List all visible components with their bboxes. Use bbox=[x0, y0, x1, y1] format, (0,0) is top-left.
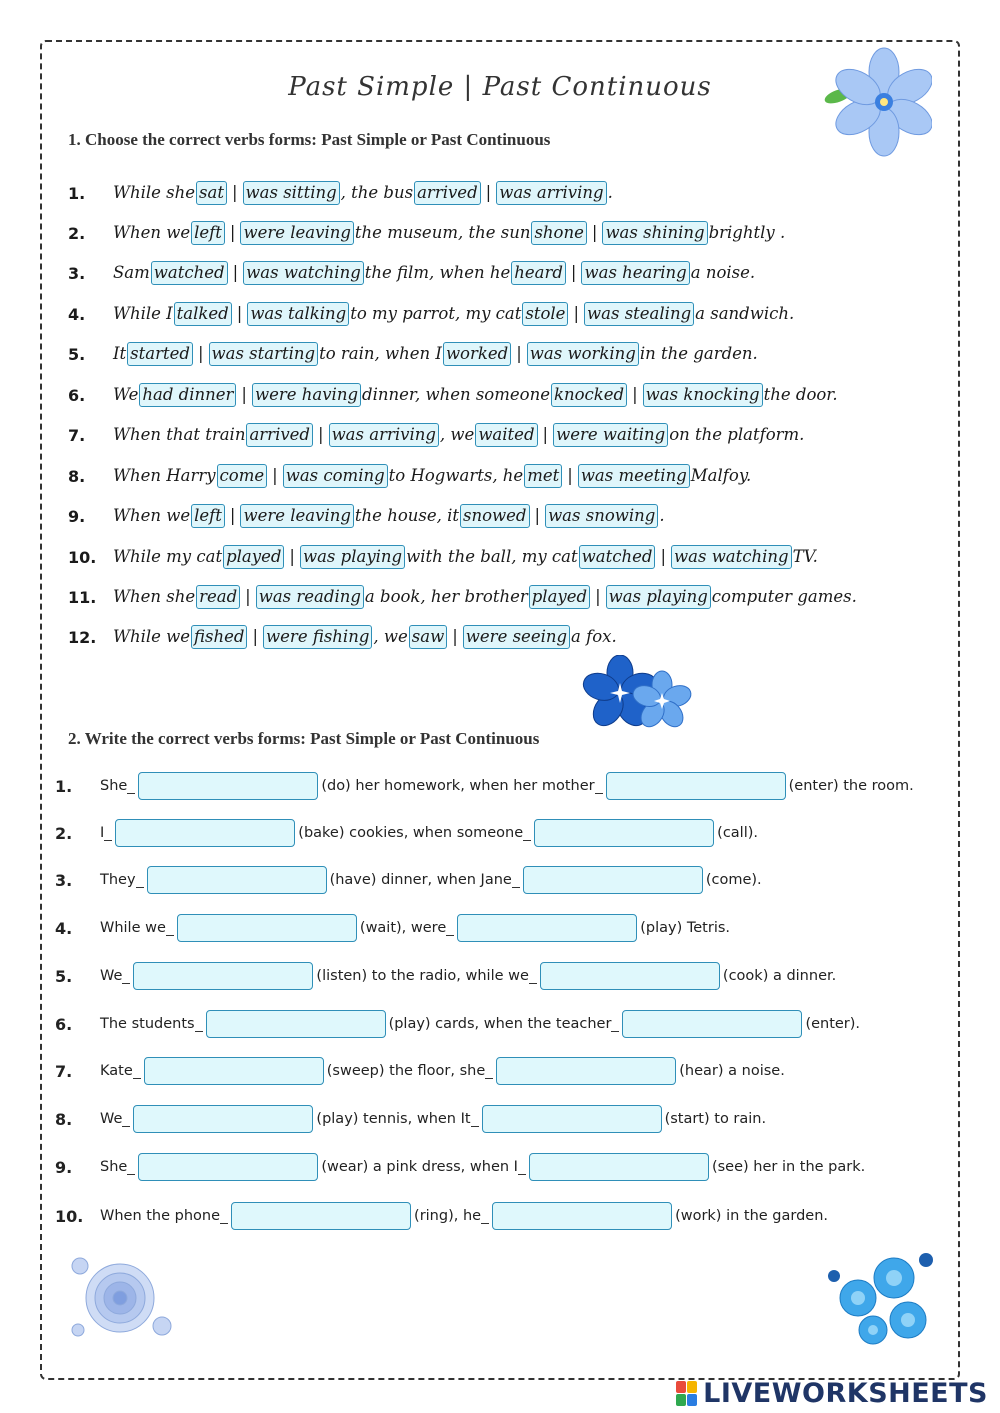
fill-in-row bbox=[55, 1006, 945, 1042]
option-past-simple[interactable]: saw bbox=[409, 625, 447, 649]
option-separator: | bbox=[534, 506, 541, 525]
sentence-text: , we bbox=[373, 627, 408, 646]
sentence-text: While she bbox=[113, 183, 196, 202]
sentence bbox=[113, 383, 838, 407]
item-number: 3. bbox=[68, 263, 86, 283]
item-number: 11. bbox=[68, 587, 97, 607]
prompt-text: (have) dinner, when Jane bbox=[329, 872, 512, 888]
blank-underline bbox=[512, 873, 520, 888]
option-past-continuous[interactable]: was meeting bbox=[578, 464, 690, 488]
choice-sentence-row bbox=[68, 461, 948, 491]
sentence bbox=[113, 504, 665, 528]
blank-underline bbox=[195, 1017, 203, 1032]
option-past-simple[interactable]: knocked bbox=[551, 383, 627, 407]
prompt-text: (play) Tetris. bbox=[640, 920, 731, 936]
answer-input-1[interactable] bbox=[133, 1105, 313, 1133]
item-number: 6. bbox=[55, 1014, 73, 1034]
sentence bbox=[113, 342, 758, 366]
sentence bbox=[113, 261, 755, 285]
section2-heading: 2. Write the correct verbs forms: Past Simple or Past Continuous bbox=[68, 729, 540, 748]
choice-sentence-row bbox=[68, 622, 948, 652]
choice-sentence-row bbox=[68, 582, 948, 612]
item-number: 10. bbox=[55, 1206, 84, 1226]
sentence-text: , the bus bbox=[340, 183, 414, 202]
sentence-text: a sandwich. bbox=[695, 304, 795, 323]
item-number: 1. bbox=[55, 776, 73, 796]
sentence-text: computer games. bbox=[711, 587, 857, 606]
sentence-text: We bbox=[113, 385, 139, 404]
item-number: 10. bbox=[68, 547, 97, 567]
sentence-text: TV. bbox=[792, 547, 818, 566]
fill-in-row bbox=[55, 1101, 945, 1137]
answer-input-1[interactable] bbox=[115, 819, 295, 847]
sentence bbox=[113, 545, 818, 569]
blank-underline bbox=[133, 1064, 141, 1079]
option-separator: | bbox=[236, 304, 243, 323]
page-title: Past Simple | Past Continuous bbox=[288, 72, 712, 102]
option-past-continuous[interactable]: was watching bbox=[671, 545, 792, 569]
choice-sentence-row bbox=[68, 339, 948, 369]
option-separator: | bbox=[229, 223, 236, 242]
option-past-simple[interactable]: played bbox=[529, 585, 590, 609]
item-number: 3. bbox=[55, 870, 73, 890]
option-past-simple[interactable]: worked bbox=[443, 342, 511, 366]
answer-input-2[interactable] bbox=[457, 914, 637, 942]
answer-input-2[interactable] bbox=[540, 962, 720, 990]
blank-underline bbox=[220, 1209, 228, 1224]
option-past-simple[interactable]: met bbox=[524, 464, 562, 488]
option-past-simple[interactable]: had dinner bbox=[139, 383, 236, 407]
fill-in-row bbox=[55, 1053, 945, 1089]
option-separator: | bbox=[197, 344, 204, 363]
choice-sentence-row bbox=[68, 380, 948, 410]
option-past-continuous[interactable]: was starting bbox=[209, 342, 319, 366]
option-separator: | bbox=[516, 344, 522, 363]
sentence-text: Malfoy. bbox=[690, 466, 752, 485]
choice-sentence-row bbox=[68, 542, 948, 572]
prompt-text: (see) her in the park. bbox=[711, 1159, 866, 1175]
sentence-text: While we bbox=[113, 627, 191, 646]
fill-in-row bbox=[55, 910, 945, 946]
sentence bbox=[113, 423, 804, 447]
option-separator: | bbox=[591, 223, 598, 242]
sentence bbox=[113, 625, 617, 649]
choice-sentence-row bbox=[68, 218, 948, 248]
sentence-text: the door. bbox=[763, 385, 838, 404]
option-past-continuous[interactable]: was playing bbox=[606, 585, 711, 609]
option-separator: | bbox=[567, 466, 573, 485]
option-separator: | bbox=[318, 425, 324, 444]
option-separator: | bbox=[229, 506, 236, 525]
option-past-continuous[interactable]: was stealing bbox=[584, 302, 694, 326]
sentence-text: to Hogwarts, he bbox=[388, 466, 524, 485]
prompt-text: (wear) a pink dress, when I bbox=[321, 1159, 518, 1175]
sentence-text: Sam bbox=[113, 263, 150, 282]
prompt-text: (call). bbox=[717, 825, 758, 841]
sentence-text: the film, when he bbox=[364, 263, 511, 282]
option-separator: | bbox=[231, 183, 238, 202]
sentence-text: a book, her brother bbox=[364, 587, 528, 606]
sentence-text: the house, it bbox=[354, 506, 460, 525]
sentence bbox=[113, 221, 785, 245]
sentence-text: a noise. bbox=[690, 263, 756, 282]
item-number: 8. bbox=[68, 466, 86, 486]
blank-underline bbox=[127, 779, 135, 794]
option-past-continuous[interactable]: were waiting bbox=[553, 423, 668, 447]
prompt-text: When the phone bbox=[100, 1208, 221, 1224]
blue-blossoms-image bbox=[580, 655, 695, 735]
option-past-continuous[interactable]: were leaving bbox=[240, 221, 353, 245]
option-past-continuous[interactable]: was shining bbox=[602, 221, 707, 245]
sentence-text: When that train bbox=[113, 425, 246, 444]
sentence-text: While my cat bbox=[113, 547, 223, 566]
prompt-text: She bbox=[100, 1159, 128, 1175]
option-past-continuous[interactable]: was coming bbox=[283, 464, 388, 488]
option-past-continuous[interactable]: were having bbox=[252, 383, 361, 407]
blank-underline bbox=[523, 826, 531, 841]
sentence-text: . bbox=[607, 183, 613, 202]
sentence-text: It bbox=[113, 344, 127, 363]
option-past-continuous[interactable]: was watching bbox=[243, 261, 364, 285]
item-number: 6. bbox=[68, 385, 86, 405]
prompt-text: We bbox=[100, 968, 123, 984]
prompt-text: (cook) a dinner. bbox=[722, 968, 837, 984]
blank-underline bbox=[481, 1209, 489, 1224]
prompt-text: (play) tennis, when It bbox=[316, 1111, 471, 1127]
fill-in-row bbox=[55, 1198, 945, 1234]
answer-input-2[interactable] bbox=[523, 866, 703, 894]
option-past-continuous[interactable]: were seeing bbox=[463, 625, 570, 649]
prompt-text: I bbox=[100, 825, 105, 841]
answer-input-2[interactable] bbox=[534, 819, 714, 847]
prompt-text: The students bbox=[100, 1016, 195, 1032]
sentence-text: dinner, when someone bbox=[362, 385, 550, 404]
item-number: 5. bbox=[68, 344, 86, 364]
prompt-text: (start) to rain. bbox=[664, 1111, 767, 1127]
option-separator: | bbox=[232, 263, 239, 282]
prompt-text: While we bbox=[100, 920, 166, 936]
blue-flower-bouquet-image bbox=[818, 1238, 944, 1353]
blank-underline bbox=[529, 969, 537, 984]
option-separator: | bbox=[485, 183, 492, 202]
option-separator: | bbox=[595, 587, 601, 606]
prompt-text: (work) in the garden. bbox=[675, 1208, 829, 1224]
item-number: 2. bbox=[55, 823, 73, 843]
sentence-text: on the platform. bbox=[669, 425, 805, 444]
prompt-text: (do) her homework, when her mother bbox=[321, 778, 595, 794]
option-separator: | bbox=[289, 547, 295, 566]
fill-in-row bbox=[55, 1149, 945, 1185]
sentence bbox=[113, 181, 613, 205]
option-separator: | bbox=[452, 627, 458, 646]
blue-flower-image bbox=[822, 46, 932, 158]
blank-underline bbox=[122, 969, 130, 984]
answer-input-1[interactable] bbox=[231, 1202, 411, 1230]
blank-underline bbox=[611, 1017, 619, 1032]
item-number: 9. bbox=[55, 1157, 73, 1177]
sentence-text: the museum, the sun bbox=[354, 223, 531, 242]
option-past-continuous[interactable]: was reading bbox=[256, 585, 364, 609]
option-separator: | bbox=[252, 627, 259, 646]
section1-heading: 1. Choose the correct verbs forms: Past Simple or Past Continuous bbox=[68, 130, 551, 149]
option-separator: | bbox=[542, 425, 549, 444]
option-separator: | bbox=[241, 385, 247, 404]
option-past-simple[interactable]: left bbox=[191, 504, 225, 528]
prompt-text: Kate bbox=[100, 1063, 133, 1079]
answer-input-2[interactable] bbox=[482, 1105, 662, 1133]
prompt-text: (enter). bbox=[805, 1016, 861, 1032]
prompt-text: We bbox=[100, 1111, 123, 1127]
sentence-text: to rain, when I bbox=[319, 344, 442, 363]
item-number: 7. bbox=[68, 425, 86, 445]
option-separator: | bbox=[660, 547, 667, 566]
option-past-simple[interactable]: snowed bbox=[460, 504, 529, 528]
liveworksheets-brand bbox=[676, 1378, 988, 1409]
blank-underline bbox=[485, 1064, 493, 1079]
choice-sentence-row bbox=[68, 258, 948, 288]
sentence-text: in the garden. bbox=[639, 344, 758, 363]
sentence-text: When she bbox=[113, 587, 196, 606]
item-number: 5. bbox=[55, 966, 73, 986]
prompt-text: (play) cards, when the teacher bbox=[388, 1016, 612, 1032]
choice-sentence-row bbox=[68, 501, 948, 531]
option-separator: | bbox=[570, 263, 577, 282]
option-separator: | bbox=[573, 304, 580, 323]
answer-input-2[interactable] bbox=[496, 1057, 676, 1085]
answer-input-2[interactable] bbox=[492, 1202, 672, 1230]
option-past-simple[interactable]: talked bbox=[174, 302, 232, 326]
sentence-text: While I bbox=[113, 304, 173, 323]
option-past-continuous[interactable]: were fishing bbox=[263, 625, 372, 649]
option-past-simple[interactable]: arrived bbox=[246, 423, 313, 447]
option-past-simple[interactable]: watched bbox=[579, 545, 656, 569]
blank-underline bbox=[136, 873, 144, 888]
fill-in-row bbox=[55, 815, 945, 851]
item-number: 1. bbox=[68, 183, 86, 203]
prompt-text: They bbox=[100, 872, 136, 888]
option-past-continuous[interactable]: was arriving bbox=[496, 181, 606, 205]
option-past-simple[interactable]: left bbox=[191, 221, 225, 245]
option-past-continuous[interactable]: was hearing bbox=[581, 261, 689, 285]
fill-in-row bbox=[55, 958, 945, 994]
liveworksheets-logo-icon bbox=[676, 1381, 697, 1406]
blank-underline bbox=[446, 921, 454, 936]
answer-input-2[interactable] bbox=[622, 1010, 802, 1038]
answer-input-1[interactable] bbox=[144, 1057, 324, 1085]
option-past-simple[interactable]: started bbox=[127, 342, 193, 366]
sentence-text: . bbox=[659, 506, 665, 525]
sentence-text: brightly . bbox=[708, 223, 786, 242]
sentence bbox=[113, 585, 857, 609]
option-past-continuous[interactable]: was working bbox=[527, 342, 639, 366]
option-past-simple[interactable]: shone bbox=[531, 221, 586, 245]
option-separator: | bbox=[272, 466, 278, 485]
item-number: 8. bbox=[55, 1109, 73, 1129]
prompt-text: She bbox=[100, 778, 128, 794]
prompt-text: (come). bbox=[705, 872, 762, 888]
answer-input-1[interactable] bbox=[147, 866, 327, 894]
option-past-simple[interactable]: watched bbox=[151, 261, 228, 285]
option-past-simple[interactable]: played bbox=[223, 545, 284, 569]
item-number: 9. bbox=[68, 506, 86, 526]
option-past-continuous[interactable]: was talking bbox=[247, 302, 349, 326]
option-past-continuous[interactable]: was arriving bbox=[329, 423, 439, 447]
answer-input-1[interactable] bbox=[177, 914, 357, 942]
sentence-text: with the ball, my cat bbox=[406, 547, 578, 566]
prompt-text: (ring), he bbox=[414, 1208, 482, 1224]
blank-underline bbox=[595, 779, 603, 794]
sentence bbox=[113, 302, 794, 326]
blank-underline bbox=[518, 1160, 526, 1175]
option-past-simple[interactable]: read bbox=[196, 585, 240, 609]
blue-rose-image bbox=[62, 1242, 180, 1350]
option-past-continuous[interactable]: was snowing bbox=[545, 504, 658, 528]
item-number: 4. bbox=[55, 918, 73, 938]
item-number: 7. bbox=[55, 1061, 73, 1081]
blank-underline bbox=[166, 921, 174, 936]
option-past-simple[interactable]: waited bbox=[475, 423, 537, 447]
fill-in-row bbox=[55, 862, 945, 898]
option-separator: | bbox=[632, 385, 638, 404]
answer-input-1[interactable] bbox=[206, 1010, 386, 1038]
option-past-simple[interactable]: heard bbox=[511, 261, 566, 285]
choice-sentence-row bbox=[68, 178, 948, 208]
prompt-text: (bake) cookies, when someone bbox=[298, 825, 524, 841]
answer-input-1[interactable] bbox=[133, 962, 313, 990]
option-separator: | bbox=[245, 587, 251, 606]
option-past-simple[interactable]: sat bbox=[196, 181, 227, 205]
item-number: 4. bbox=[68, 304, 86, 324]
sentence-text: to my parrot, my cat bbox=[350, 304, 522, 323]
sentence-text: a fox. bbox=[571, 627, 617, 646]
brand-name: LIVEWORKSHEETS bbox=[703, 1378, 988, 1409]
fill-in-row bbox=[55, 768, 945, 804]
prompt-text: (sweep) the floor, she bbox=[326, 1063, 486, 1079]
option-past-continuous[interactable]: was playing bbox=[300, 545, 405, 569]
option-past-simple[interactable]: come bbox=[217, 464, 268, 488]
answer-input-1[interactable] bbox=[138, 772, 318, 800]
blank-underline bbox=[104, 826, 112, 841]
choice-sentence-row bbox=[68, 420, 948, 450]
blank-underline bbox=[471, 1112, 479, 1127]
sentence bbox=[113, 464, 751, 488]
blank-underline bbox=[127, 1160, 135, 1175]
prompt-text: (hear) a noise. bbox=[679, 1063, 785, 1079]
sentence-text: When we bbox=[113, 223, 191, 242]
choice-sentence-row bbox=[68, 299, 948, 329]
prompt-text: (enter) the room. bbox=[788, 778, 914, 794]
option-past-continuous[interactable]: was knocking bbox=[643, 383, 763, 407]
sentence-text: When we bbox=[113, 506, 191, 525]
blank-underline bbox=[122, 1112, 130, 1127]
item-number: 12. bbox=[68, 627, 97, 647]
item-number: 2. bbox=[68, 223, 86, 243]
prompt-text: (listen) to the radio, while we bbox=[316, 968, 529, 984]
option-past-continuous[interactable]: was sitting bbox=[243, 181, 340, 205]
option-past-simple[interactable]: fished bbox=[191, 625, 247, 649]
option-past-simple[interactable]: arrived bbox=[414, 181, 481, 205]
option-past-simple[interactable]: stole bbox=[522, 302, 568, 326]
answer-input-2[interactable] bbox=[529, 1153, 709, 1181]
option-past-continuous[interactable]: were leaving bbox=[240, 504, 353, 528]
prompt-text: (wait), were bbox=[359, 920, 447, 936]
sentence-text: When Harry bbox=[113, 466, 216, 485]
answer-input-1[interactable] bbox=[138, 1153, 318, 1181]
sentence-text: , we bbox=[439, 425, 475, 444]
answer-input-2[interactable] bbox=[606, 772, 786, 800]
